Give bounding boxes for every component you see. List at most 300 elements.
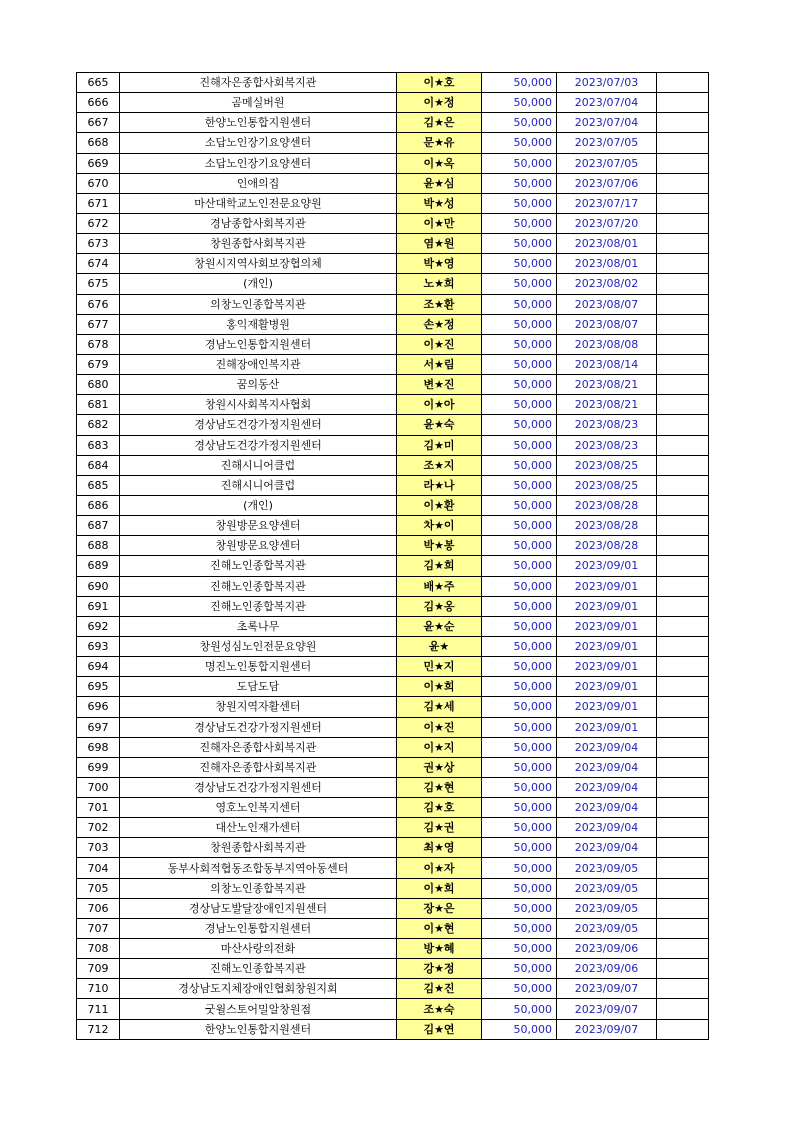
organization-cell: 명진노인통합지원센터 [120, 657, 397, 677]
amount-cell: 50,000 [482, 193, 557, 213]
table-row [77, 939, 709, 959]
table-row [77, 415, 709, 435]
note-cell [657, 999, 709, 1019]
organization-cell: 한양노인통합지원센터 [120, 113, 397, 133]
organization-cell: 진해시니어클럽 [120, 475, 397, 495]
note-cell [657, 395, 709, 415]
donor-name-cell: 차★이 [397, 516, 482, 536]
note-cell [657, 717, 709, 737]
date-cell: 2023/09/01 [557, 556, 657, 576]
organization-cell: 굿윌스토어밀알창원점 [120, 999, 397, 1019]
organization-cell: (개인) [120, 495, 397, 515]
organization-cell: 도담도담 [120, 677, 397, 697]
organization-cell: 경남종합사회복지관 [120, 213, 397, 233]
organization-cell: 경상남도건강가정지원센터 [120, 415, 397, 435]
amount-cell: 50,000 [482, 959, 557, 979]
table-row [77, 495, 709, 515]
date-cell: 2023/08/28 [557, 536, 657, 556]
donor-name-cell: 최★영 [397, 838, 482, 858]
row-number-cell: 668 [77, 133, 120, 153]
donor-name-cell: 조★숙 [397, 999, 482, 1019]
donor-name-cell: 이★희 [397, 878, 482, 898]
donor-name-cell: 이★희 [397, 677, 482, 697]
table-row [77, 838, 709, 858]
table-row [77, 193, 709, 213]
organization-cell: 진해노인종합복지관 [120, 556, 397, 576]
table-row [77, 898, 709, 918]
row-number-cell: 684 [77, 455, 120, 475]
row-number-cell: 666 [77, 93, 120, 113]
amount-cell: 50,000 [482, 818, 557, 838]
donor-name-cell: 김★희 [397, 556, 482, 576]
date-cell: 2023/08/21 [557, 395, 657, 415]
date-cell: 2023/08/02 [557, 274, 657, 294]
amount-cell: 50,000 [482, 133, 557, 153]
note-cell [657, 979, 709, 999]
note-cell [657, 939, 709, 959]
table-row [77, 979, 709, 999]
row-number-cell: 679 [77, 354, 120, 374]
amount-cell: 50,000 [482, 455, 557, 475]
donor-name-cell: 김★은 [397, 113, 482, 133]
table-row [77, 858, 709, 878]
organization-cell: 진해자은종합사회복지관 [120, 757, 397, 777]
organization-cell: 인애의집 [120, 173, 397, 193]
date-cell: 2023/07/04 [557, 93, 657, 113]
amount-cell: 50,000 [482, 757, 557, 777]
donor-name-cell: 이★만 [397, 213, 482, 233]
note-cell [657, 375, 709, 395]
date-cell: 2023/07/05 [557, 133, 657, 153]
table-row [77, 616, 709, 636]
donor-name-cell: 이★진 [397, 717, 482, 737]
table-row [77, 697, 709, 717]
amount-cell: 50,000 [482, 153, 557, 173]
row-number-cell: 688 [77, 536, 120, 556]
row-number-cell: 693 [77, 636, 120, 656]
note-cell [657, 314, 709, 334]
row-number-cell: 695 [77, 677, 120, 697]
donor-name-cell: 방★혜 [397, 939, 482, 959]
organization-cell: 창원종합사회복지관 [120, 838, 397, 858]
date-cell: 2023/08/14 [557, 354, 657, 374]
table-row [77, 657, 709, 677]
organization-cell: 영호노인복지센터 [120, 798, 397, 818]
donor-name-cell: 김★호 [397, 798, 482, 818]
table-row [77, 375, 709, 395]
donor-name-cell: 이★아 [397, 395, 482, 415]
amount-cell: 50,000 [482, 73, 557, 93]
table-row [77, 677, 709, 697]
amount-cell: 50,000 [482, 616, 557, 636]
donor-name-cell: 노★희 [397, 274, 482, 294]
organization-cell: 창원지역자활센터 [120, 697, 397, 717]
donor-name-cell: 윤★심 [397, 173, 482, 193]
donor-name-cell: 손★정 [397, 314, 482, 334]
row-number-cell: 696 [77, 697, 120, 717]
note-cell [657, 153, 709, 173]
donor-name-cell: 김★연 [397, 1019, 482, 1039]
organization-cell: 진해노인종합복지관 [120, 596, 397, 616]
amount-cell: 50,000 [482, 677, 557, 697]
row-number-cell: 712 [77, 1019, 120, 1039]
table-row [77, 556, 709, 576]
amount-cell: 50,000 [482, 596, 557, 616]
note-cell [657, 415, 709, 435]
note-cell [657, 838, 709, 858]
amount-cell: 50,000 [482, 234, 557, 254]
table-row [77, 274, 709, 294]
note-cell [657, 354, 709, 374]
donor-name-cell: 김★미 [397, 435, 482, 455]
date-cell: 2023/07/05 [557, 153, 657, 173]
table-body [77, 73, 709, 1040]
date-cell: 2023/09/04 [557, 777, 657, 797]
organization-cell: 창원종합사회복지관 [120, 234, 397, 254]
organization-cell: 진해노인종합복지관 [120, 959, 397, 979]
date-cell: 2023/08/08 [557, 334, 657, 354]
row-number-cell: 687 [77, 516, 120, 536]
note-cell [657, 193, 709, 213]
table-row [77, 798, 709, 818]
date-cell: 2023/09/01 [557, 596, 657, 616]
donor-name-cell: 라★나 [397, 475, 482, 495]
date-cell: 2023/08/07 [557, 314, 657, 334]
date-cell: 2023/08/28 [557, 516, 657, 536]
date-cell: 2023/09/06 [557, 939, 657, 959]
organization-cell: 의창노인종합복지관 [120, 294, 397, 314]
date-cell: 2023/09/05 [557, 858, 657, 878]
row-number-cell: 670 [77, 173, 120, 193]
organization-cell: 경상남도건강가정지원센터 [120, 435, 397, 455]
organization-cell: 꿈의동산 [120, 375, 397, 395]
row-number-cell: 680 [77, 375, 120, 395]
date-cell: 2023/09/01 [557, 677, 657, 697]
amount-cell: 50,000 [482, 516, 557, 536]
note-cell [657, 737, 709, 757]
amount-cell: 50,000 [482, 576, 557, 596]
donor-name-cell: 윤★숙 [397, 415, 482, 435]
organization-cell: 진해장애인복지관 [120, 354, 397, 374]
donor-name-cell: 윤★ [397, 636, 482, 656]
amount-cell: 50,000 [482, 898, 557, 918]
row-number-cell: 674 [77, 254, 120, 274]
donor-name-cell: 김★옹 [397, 596, 482, 616]
amount-cell: 50,000 [482, 475, 557, 495]
table-row [77, 294, 709, 314]
date-cell: 2023/09/04 [557, 818, 657, 838]
note-cell [657, 455, 709, 475]
note-cell [657, 677, 709, 697]
donor-name-cell: 서★림 [397, 354, 482, 374]
note-cell [657, 274, 709, 294]
date-cell: 2023/09/04 [557, 757, 657, 777]
organization-cell: 동부사회적협동조합동부지역아동센터 [120, 858, 397, 878]
note-cell [657, 234, 709, 254]
row-number-cell: 673 [77, 234, 120, 254]
note-cell [657, 113, 709, 133]
amount-cell: 50,000 [482, 173, 557, 193]
amount-cell: 50,000 [482, 858, 557, 878]
table-row [77, 314, 709, 334]
table-row [77, 334, 709, 354]
date-cell: 2023/07/03 [557, 73, 657, 93]
amount-cell: 50,000 [482, 999, 557, 1019]
table-row [77, 516, 709, 536]
table-row [77, 576, 709, 596]
organization-cell: 경상남도건강가정지원센터 [120, 717, 397, 737]
date-cell: 2023/09/07 [557, 979, 657, 999]
amount-cell: 50,000 [482, 113, 557, 133]
row-number-cell: 699 [77, 757, 120, 777]
table-row [77, 354, 709, 374]
amount-cell: 50,000 [482, 1019, 557, 1039]
note-cell [657, 294, 709, 314]
row-number-cell: 698 [77, 737, 120, 757]
donor-name-cell: 박★영 [397, 254, 482, 274]
note-cell [657, 536, 709, 556]
row-number-cell: 677 [77, 314, 120, 334]
donor-name-cell: 이★호 [397, 73, 482, 93]
table-row [77, 395, 709, 415]
table-row [77, 818, 709, 838]
amount-cell: 50,000 [482, 93, 557, 113]
table-row [77, 254, 709, 274]
donor-name-cell: 김★세 [397, 697, 482, 717]
donor-name-cell: 조★지 [397, 455, 482, 475]
donor-name-cell: 권★상 [397, 757, 482, 777]
organization-cell: 창원성심노인전문요양원 [120, 636, 397, 656]
note-cell [657, 858, 709, 878]
note-cell [657, 93, 709, 113]
note-cell [657, 213, 709, 233]
organization-cell: 홍익재활병원 [120, 314, 397, 334]
note-cell [657, 757, 709, 777]
organization-cell: 곰메실버원 [120, 93, 397, 113]
date-cell: 2023/09/07 [557, 1019, 657, 1039]
table-row [77, 757, 709, 777]
organization-cell: 경남노인통합지원센터 [120, 918, 397, 938]
donor-name-cell: 이★진 [397, 334, 482, 354]
amount-cell: 50,000 [482, 213, 557, 233]
donor-name-cell: 조★환 [397, 294, 482, 314]
note-cell [657, 959, 709, 979]
donor-name-cell: 변★진 [397, 375, 482, 395]
amount-cell: 50,000 [482, 334, 557, 354]
row-number-cell: 686 [77, 495, 120, 515]
donor-name-cell: 이★정 [397, 93, 482, 113]
table-row [77, 213, 709, 233]
donor-name-cell: 김★권 [397, 818, 482, 838]
organization-cell: 경남노인통합지원센터 [120, 334, 397, 354]
organization-cell: 창원시사회복지사협회 [120, 395, 397, 415]
note-cell [657, 334, 709, 354]
date-cell: 2023/08/01 [557, 254, 657, 274]
note-cell [657, 878, 709, 898]
amount-cell: 50,000 [482, 395, 557, 415]
organization-cell: 소답노인장기요양센터 [120, 153, 397, 173]
row-number-cell: 671 [77, 193, 120, 213]
donor-name-cell: 이★현 [397, 918, 482, 938]
row-number-cell: 685 [77, 475, 120, 495]
donor-name-cell: 민★지 [397, 657, 482, 677]
note-cell [657, 918, 709, 938]
donor-name-cell: 이★자 [397, 858, 482, 878]
note-cell [657, 636, 709, 656]
date-cell: 2023/07/20 [557, 213, 657, 233]
amount-cell: 50,000 [482, 435, 557, 455]
note-cell [657, 818, 709, 838]
date-cell: 2023/08/23 [557, 435, 657, 455]
table-row [77, 153, 709, 173]
note-cell [657, 435, 709, 455]
date-cell: 2023/09/01 [557, 616, 657, 636]
date-cell: 2023/09/01 [557, 697, 657, 717]
table-row [77, 918, 709, 938]
table-row [77, 113, 709, 133]
note-cell [657, 254, 709, 274]
note-cell [657, 777, 709, 797]
table-row [77, 93, 709, 113]
table-row [77, 737, 709, 757]
organization-cell: 창원방문요양센터 [120, 516, 397, 536]
row-number-cell: 710 [77, 979, 120, 999]
organization-cell: 대산노인재가센터 [120, 818, 397, 838]
row-number-cell: 705 [77, 878, 120, 898]
row-number-cell: 667 [77, 113, 120, 133]
amount-cell: 50,000 [482, 777, 557, 797]
note-cell [657, 596, 709, 616]
row-number-cell: 683 [77, 435, 120, 455]
note-cell [657, 73, 709, 93]
date-cell: 2023/09/04 [557, 798, 657, 818]
table-row [77, 475, 709, 495]
donor-name-cell: 이★환 [397, 495, 482, 515]
note-cell [657, 616, 709, 636]
row-number-cell: 711 [77, 999, 120, 1019]
table-row [77, 133, 709, 153]
note-cell [657, 697, 709, 717]
date-cell: 2023/07/17 [557, 193, 657, 213]
row-number-cell: 665 [77, 73, 120, 93]
date-cell: 2023/08/23 [557, 415, 657, 435]
date-cell: 2023/09/04 [557, 838, 657, 858]
organization-cell: 진해자은종합사회복지관 [120, 73, 397, 93]
organization-cell: 경상남도지체장애인협회창원지회 [120, 979, 397, 999]
table-row [77, 717, 709, 737]
table-row [77, 1019, 709, 1039]
date-cell: 2023/09/01 [557, 657, 657, 677]
donor-name-cell: 윤★순 [397, 616, 482, 636]
amount-cell: 50,000 [482, 697, 557, 717]
table-row [77, 536, 709, 556]
amount-cell: 50,000 [482, 939, 557, 959]
date-cell: 2023/09/06 [557, 959, 657, 979]
amount-cell: 50,000 [482, 274, 557, 294]
row-number-cell: 669 [77, 153, 120, 173]
date-cell: 2023/07/04 [557, 113, 657, 133]
donor-name-cell: 박★봉 [397, 536, 482, 556]
organization-cell: 초록나무 [120, 616, 397, 636]
date-cell: 2023/09/01 [557, 576, 657, 596]
organization-cell: 진해노인종합복지관 [120, 576, 397, 596]
donor-name-cell: 문★유 [397, 133, 482, 153]
amount-cell: 50,000 [482, 737, 557, 757]
row-number-cell: 691 [77, 596, 120, 616]
row-number-cell: 697 [77, 717, 120, 737]
row-number-cell: 709 [77, 959, 120, 979]
note-cell [657, 173, 709, 193]
amount-cell: 50,000 [482, 556, 557, 576]
amount-cell: 50,000 [482, 798, 557, 818]
organization-cell: 한양노인통합지원센터 [120, 1019, 397, 1039]
note-cell [657, 576, 709, 596]
note-cell [657, 475, 709, 495]
row-number-cell: 692 [77, 616, 120, 636]
row-number-cell: 701 [77, 798, 120, 818]
row-number-cell: 700 [77, 777, 120, 797]
row-number-cell: 681 [77, 395, 120, 415]
organization-cell: 경상남도발달장애인지원센터 [120, 898, 397, 918]
amount-cell: 50,000 [482, 294, 557, 314]
organization-cell: 진해시니어클럽 [120, 455, 397, 475]
organization-cell: 경상남도건강가정지원센터 [120, 777, 397, 797]
date-cell: 2023/09/01 [557, 717, 657, 737]
organization-cell: 창원시지역사회보장협의체 [120, 254, 397, 274]
donor-name-cell: 장★은 [397, 898, 482, 918]
row-number-cell: 703 [77, 838, 120, 858]
row-number-cell: 706 [77, 898, 120, 918]
date-cell: 2023/09/05 [557, 898, 657, 918]
amount-cell: 50,000 [482, 636, 557, 656]
amount-cell: 50,000 [482, 495, 557, 515]
row-number-cell: 675 [77, 274, 120, 294]
note-cell [657, 133, 709, 153]
row-number-cell: 708 [77, 939, 120, 959]
amount-cell: 50,000 [482, 536, 557, 556]
table-row [77, 777, 709, 797]
amount-cell: 50,000 [482, 314, 557, 334]
amount-cell: 50,000 [482, 979, 557, 999]
date-cell: 2023/08/01 [557, 234, 657, 254]
table-row [77, 596, 709, 616]
date-cell: 2023/09/07 [557, 999, 657, 1019]
amount-cell: 50,000 [482, 657, 557, 677]
amount-cell: 50,000 [482, 375, 557, 395]
note-cell [657, 898, 709, 918]
date-cell: 2023/08/28 [557, 495, 657, 515]
row-number-cell: 707 [77, 918, 120, 938]
note-cell [657, 516, 709, 536]
date-cell: 2023/09/05 [557, 918, 657, 938]
amount-cell: 50,000 [482, 254, 557, 274]
date-cell: 2023/07/06 [557, 173, 657, 193]
note-cell [657, 495, 709, 515]
organization-cell: 마산사랑의전화 [120, 939, 397, 959]
donor-name-cell: 박★성 [397, 193, 482, 213]
note-cell [657, 556, 709, 576]
row-number-cell: 689 [77, 556, 120, 576]
amount-cell: 50,000 [482, 354, 557, 374]
date-cell: 2023/09/05 [557, 878, 657, 898]
donor-name-cell: 이★지 [397, 737, 482, 757]
amount-cell: 50,000 [482, 717, 557, 737]
date-cell: 2023/08/21 [557, 375, 657, 395]
table-row [77, 959, 709, 979]
row-number-cell: 676 [77, 294, 120, 314]
date-cell: 2023/09/04 [557, 737, 657, 757]
table-row [77, 636, 709, 656]
